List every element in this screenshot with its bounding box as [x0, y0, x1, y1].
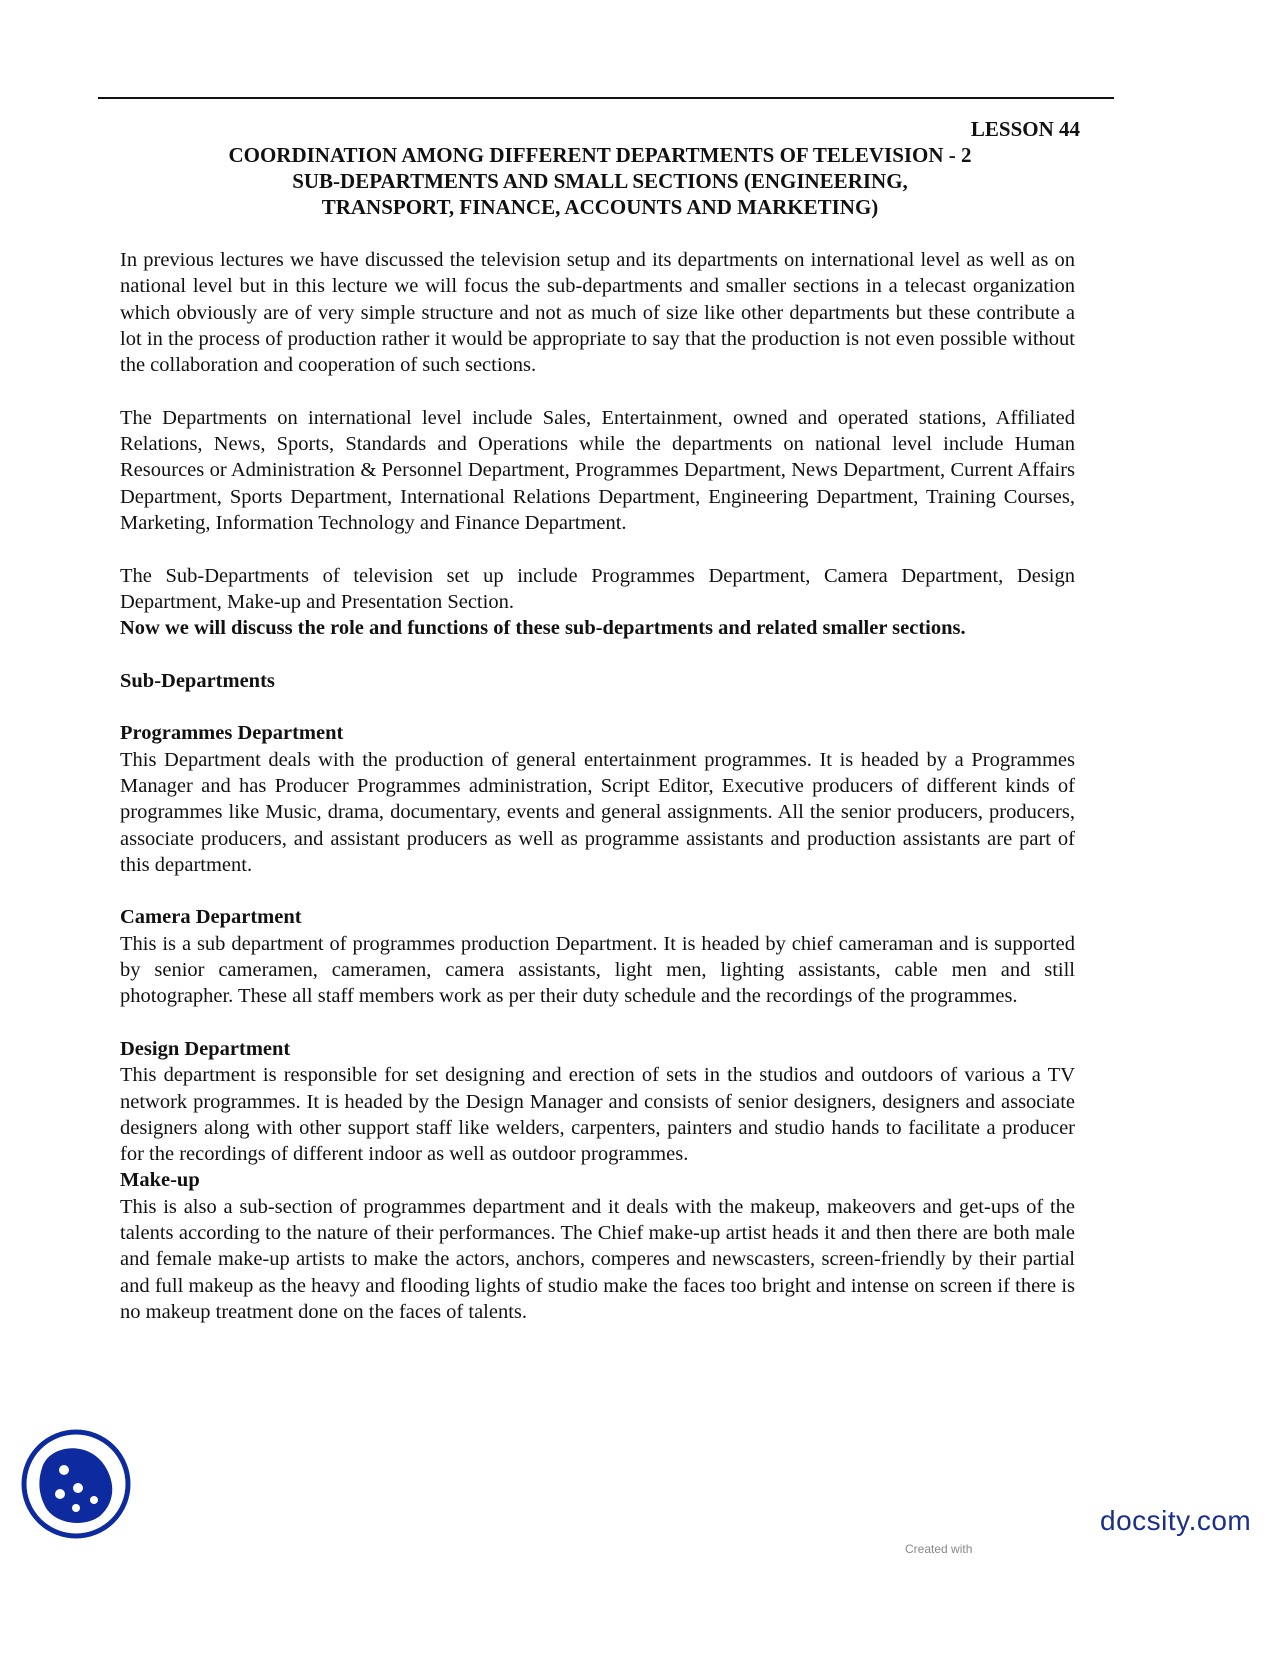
intro-paragraph-2: The Departments on international level include Sales, Entertainment, owned and operated stations, Affiliated Relations, News, Sports, Standards and Operations while the departments on national level include Human Resources or Administration & Personnel Department, Programmes Department, News Department, Current Affairs Department, Sports Department, International Relations Department, Engineering Department, Training Courses, Marketing, Information Technology and Finance Department.: [120, 406, 1075, 534]
sub-departments-heading: Sub-Departments: [120, 669, 275, 692]
title-line-1: COORDINATION AMONG DIFFERENT DEPARTMENTS OF TELEVISION - 2: [228, 143, 972, 167]
makeup-heading: Make-up: [120, 1169, 200, 1192]
docsity-brand-link[interactable]: docsity.com: [1100, 1505, 1252, 1536]
title-line-3: TRANSPORT, FINANCE, ACCOUNTS AND MARKETING): [321, 195, 879, 219]
lesson-number: LESSON 44: [970, 117, 1080, 141]
intro-paragraph-1: In previous lectures we have discussed the television setup and its departments on international level as well as on national level but in this lecture we will focus the sub-departments and smaller sections in a telecast organization which obviously are of very simple structure and not as much of size like other departments but these contribute a lot in the process of production rather it would be appropriate to say that the production is not even possible without the collaboration and cooperation of such sections.: [120, 249, 1075, 377]
page-title: [110, 142, 1090, 220]
top-rule: [98, 97, 1114, 99]
intro-paragraph-3: The Sub-Departments of television set up include Programmes Department, Camera Department, Design Department, Make-up and Presentation Section.: [120, 564, 1075, 613]
document-body: [120, 247, 1075, 1325]
title-line-2: SUB-DEPARTMENTS AND SMALL SECTIONS (ENGINEERING,: [292, 169, 908, 193]
design-heading: Design Department: [120, 1037, 291, 1060]
camera-heading: Camera Department: [120, 906, 302, 929]
design-body: This department is responsible for set designing and erection of sets in the studios and outdoors of various a TV network programmes. It is headed by the Design Manager and consists of senior designers, designers and associate designers along with other support staff like welders, carpenters, painters and studio hands to facilitate a producer for the recordings of different indoor as well as outdoor programmes.: [120, 1064, 1075, 1166]
makeup-body: This is also a sub-section of programmes department and it deals with the makeup, makeovers and get-ups of the talents according to the nature of their performances. The Chief make-up artist heads it and then there are both male and female make-up artists to make the actors, anchors, comperes and newscasters, screen-friendly by their partial and full makeup as the heavy and flooding lights of studio make the faces too bright and intense on screen if there is no makeup treatment done on the faces of talents.: [120, 1195, 1075, 1323]
camera-body: This is a sub department of programmes production Department. It is headed by chief cameraman and is supported by senior cameramen, cameramen, camera assistants, light men, lighting assistants, cable men and still photographer. These all staff members work as per their duty schedule and the recordings of the programmes.: [120, 932, 1075, 1008]
programmes-body: This Department deals with the production of general entertainment programmes. It is headed by a Programmes Manager and has Producer Programmes administration, Script Editor, Executive producers of different kinds of programmes like Music, drama, documentary, events and general assignments. All the senior producers, producers, associate producers, and assistant producers as well as programme assistants and production assistants are part of this department.: [120, 748, 1075, 876]
created-with-label: Created with: [905, 1542, 973, 1556]
docsity-logo-icon: [20, 1428, 132, 1540]
intro-paragraph-4: Now we will discuss the role and functions of these sub-departments and related smaller sections.: [120, 617, 966, 640]
programmes-heading: Programmes Department: [120, 722, 344, 745]
